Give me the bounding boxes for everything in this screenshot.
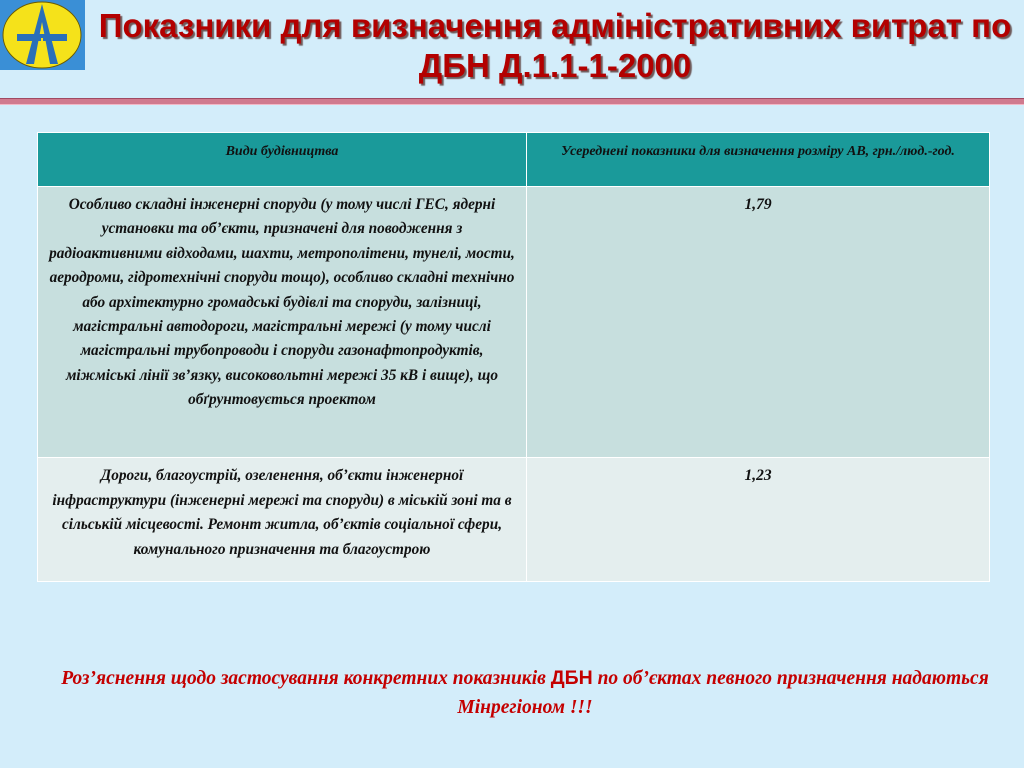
indicators-table	[37, 132, 990, 582]
title-divider	[0, 98, 1024, 105]
note-dbn-emphasis: ДБН	[550, 667, 593, 689]
construction-type-cell: Особливо складні інженерні споруди (у тому числі ГЕС, ядерні установки та об’єкти, призначені для поводження з радіоактивними відходами, шахти, метрополітени, тунелі, мости, аеродроми, гідротехнічні споруди тощо), особливо складні технічно або архітектурно громадські будівлі та споруди, залізниці, магістральні автодороги, магістральні мережі (у тому числі магістральні трубопроводи і споруди газонафтопродуктів, міжміські лінії зв’язку, високовольтні мережі 35 кВ і вище), що обґрунтовується проектом	[38, 187, 527, 458]
indicator-value-cell: 1,79	[527, 187, 990, 458]
note-text-start: Роз’яснення щодо застосування конкретних показників	[61, 668, 551, 689]
clarification-note	[40, 664, 1010, 722]
indicator-value-cell: 1,23	[527, 458, 990, 582]
table-row	[38, 187, 990, 458]
column-header-average-indicator: Усереднені показники для визначення розміру АВ, грн./люд.-год.	[527, 133, 990, 187]
logo	[0, 0, 85, 70]
construction-type-cell: Дороги, благоустрій, озеленення, об’єкти інженерної інфраструктури (інженерні мережі та споруди) в міській зоні та в сільській місцевості. Ремонт житла, об’єктів соціальної сфери, комунального призначення та благоустрою	[38, 458, 527, 582]
note-text-end: по об’єктах певного призначення надаються Мінрегіоном !!!	[457, 668, 989, 718]
page-title: Показники для визначення адміністративних витрат по ДБН Д.1.1-1-2000	[98, 7, 1012, 84]
column-header-construction-type: Види будівництва	[38, 133, 527, 187]
road-emblem-icon	[0, 0, 85, 70]
table-row	[38, 458, 990, 582]
table-header-row	[38, 133, 990, 187]
